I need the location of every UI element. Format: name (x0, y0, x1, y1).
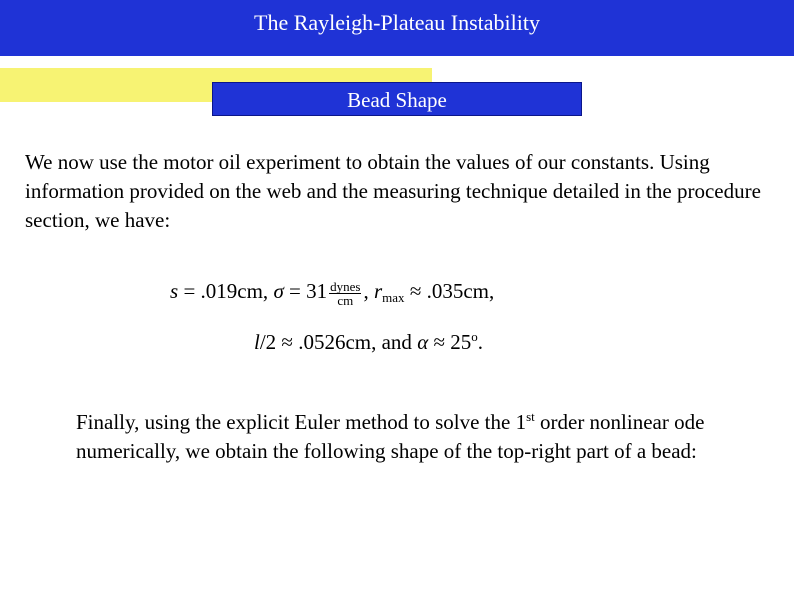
euler-paragraph-part2: order nonlinear ode numerically, we obtain the following shape of the top-right part of a bead: (76, 410, 705, 463)
alpha-symbol: α (417, 330, 429, 354)
l-symbol: l (254, 330, 260, 354)
title-bar (0, 0, 794, 56)
constants-equation-2 (254, 329, 483, 355)
slide-title: The Rayleigh-Plateau Instability (254, 10, 540, 35)
r-symbol: r (373, 279, 383, 303)
subtitle-bar (212, 82, 582, 116)
ordinal-superscript: st (526, 409, 535, 424)
euler-paragraph (76, 408, 716, 466)
sigma-symbol: σ (273, 279, 284, 303)
euler-paragraph-part1: Finally, using the explicit Euler method to solve the 1 (76, 410, 527, 434)
sigma-value: = 31 (283, 279, 328, 303)
sigma-unit-denominator: cm (337, 292, 354, 308)
s-value: = .019cm, (178, 279, 274, 303)
sigma-unit-fraction (329, 280, 361, 307)
alpha-superscript: o (471, 329, 478, 344)
alpha-value: ≈ 25 (428, 330, 472, 354)
s-symbol: s (170, 279, 179, 303)
constants-equation-1 (170, 279, 494, 307)
equation-end: . (477, 330, 483, 354)
separator: , (363, 279, 374, 303)
l-value: /2 ≈ .0526cm, and (259, 330, 418, 354)
r-subscript: max (382, 290, 405, 305)
intro-paragraph: We now use the motor oil experiment to obtain the values of our constants. Using information provided on the web and the measuring technique detailed in the procedure section, we have: (25, 150, 761, 232)
sigma-unit-numerator: dynes (330, 278, 361, 294)
r-value: ≈ .035cm, (404, 279, 495, 303)
slide-subtitle: Bead Shape (347, 88, 447, 112)
